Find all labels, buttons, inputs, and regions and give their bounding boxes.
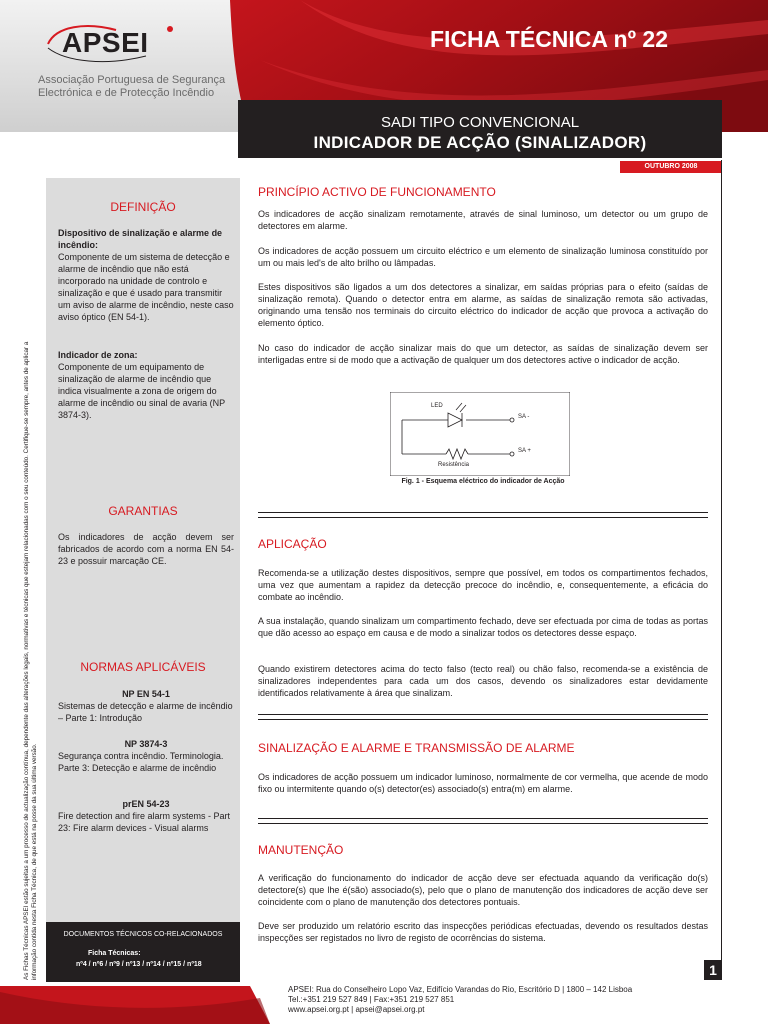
- section-divider: [258, 818, 708, 824]
- principio-paragraph-3: Estes dispositivos são ligados a um dos detectores a sinalizar, em saídas próprias para o efeito (saídas de sinalização remota). Quando o detector entra em alarme, as saídas de sinalização remota são activadas, originando uma tensão nos terminais do circuito eléctrico do indicador de acção que provoca a activação do elemento óptico.: [258, 282, 708, 328]
- definition-2: [58, 349, 234, 421]
- association-line-1: Associação Portuguesa de Segurança: [38, 74, 226, 86]
- definition-1: [58, 227, 234, 323]
- norma-text: Fire detection and fire alarm systems - Part 23: Fire alarm devices - Visual alarms: [58, 811, 231, 833]
- norma-text: Segurança contra incêndio. Terminologia. Parte 3: Detecção e alarme de incêndio: [58, 751, 224, 773]
- date-badge: OUTUBRO 2008: [620, 161, 722, 173]
- related-docs-heading: DOCUMENTOS TÉCNICOS CO-RELACIONADOS: [63, 931, 223, 938]
- garantias-heading: GARANTIAS: [108, 504, 178, 518]
- principio-paragraph-1: Os indicadores de acção sinalizam remotamente, através de sinal luminoso, um detector ou um grupo de detectores em alarme.: [258, 209, 708, 231]
- aplicacao-paragraph-1: Recomenda-se a utilização destes dispositivos, sempre que possível, em todos os compartimentos fechados, uma vez que aumentam a rapidez da detecção precoce do incêndio, e, consequentemente, a eficácia do combate ao incêndio.: [258, 568, 708, 602]
- footer-web[interactable]: www.apsei.org.pt | apsei@apsei.org.pt: [288, 1005, 425, 1014]
- related-docs-label: Ficha Técnicas:: [88, 950, 141, 957]
- resistance-label: Resistência: [438, 462, 470, 468]
- principio-paragraph-4: No caso do indicador de acção sinalizar mais do que um detector, as saídas de sinalização devem ser interligadas entre si de modo que a activação de qualquer um dos detectores active o indicador de acção.: [258, 343, 708, 365]
- definition-1-title: Dispositivo de sinalização e alarme de incêndio:: [58, 228, 223, 250]
- terminal-sa-minus-icon: [510, 418, 514, 422]
- sa-plus-label: SA +: [518, 448, 531, 454]
- ficha-title: FICHA TÉCNICA nº 22: [430, 26, 668, 52]
- led-icon: [448, 403, 466, 427]
- page-number: 1: [704, 960, 722, 980]
- section-divider: [258, 714, 708, 720]
- footer-address: APSEI: Rua do Conselheiro Lopo Vaz, Edifício Varandas do Rio, Escritório D | 1800 – 142 Lisboa: [288, 985, 633, 994]
- figure-caption: Fig. 1 - Esquema eléctrico do indicador de Acção: [401, 478, 565, 485]
- sinalizacao-paragraph: Os indicadores de acção possuem um indicador luminoso, normalmente de cor vermelha, que acende de modo fixo ou intermitente quando o(s) detector(es) associado(s) entra(m) em alarme.: [258, 772, 708, 794]
- norma-item: [58, 798, 234, 834]
- norma-item: [58, 688, 234, 724]
- led-label: LED: [431, 403, 443, 409]
- resistor-icon: [446, 449, 468, 459]
- norma-code: NP 3874-3: [124, 739, 168, 749]
- definition-1-text: Componente de um sistema de detecção e alarme de incêndio que não está incorporado na unidade de controlo e sinalização e que é usado para transmitir um aviso de alarme de incêndio, neste caso aviso óptico (EN 54-1).: [58, 252, 234, 322]
- related-docs-box: [46, 922, 240, 982]
- right-border-line: [721, 160, 722, 980]
- apsei-logo: [46, 22, 196, 71]
- definicao-heading: DEFINIÇÃO: [110, 200, 176, 214]
- logo-text: APSEI: [62, 27, 149, 58]
- logo-swoosh-icon: [46, 22, 196, 66]
- terminal-sa-plus-icon: [510, 452, 514, 456]
- sa-minus-label: SA -: [518, 414, 530, 420]
- footer-phone: Tel.:+351 219 527 849 | Fax:+351 219 527 851: [288, 995, 455, 1004]
- title-band: [238, 100, 722, 158]
- document-title: INDICADOR DE ACÇÃO (SINALIZADOR): [313, 133, 647, 152]
- norma-text: Sistemas de detecção e alarme de incêndio – Parte 1: Introdução: [58, 701, 233, 723]
- manutencao-paragraph-2: Deve ser produzido um relatório escrito das inspecções periódicas efectuadas, devendo os resultados destas inspecções ser registados no livro de registo de ocorrências do sistema.: [258, 921, 708, 943]
- section-divider: [258, 512, 708, 518]
- circuit-diagram: [390, 392, 570, 476]
- aplicacao-heading: APLICAÇÃO: [258, 537, 327, 551]
- aplicacao-paragraph-2: A sua instalação, quando sinalizam um compartimento fechado, deve ser efectuada por cima de todas as portas que dão acesso ao espaço em causa e de modo a sinalizar todos os detectores desse espaço.: [258, 616, 708, 638]
- norma-code: NP EN 54-1: [122, 689, 170, 699]
- related-docs-list: nº4 / nº6 / nº9 / nº13 / nº14 / nº15 / nº18: [76, 961, 202, 968]
- manutencao-paragraph-1: A verificação do funcionamento do indicador de acção deve ser efectuada aquando da verificação do(s) detectore(s) que lhe é(são) associado(s), pelo que o plano de manutenção dos indicadores de acção deve ser coincidente com o plano de manutenção dos detectores pontuais.: [258, 873, 708, 907]
- vertical-note: As Fichas Técnicas APSEI estão sujeitas a um processo de actualização contínua, dependente das alterações legais, normativas e técnicas que estejam relacionadas com o seu conteúdo. Certifique-se sempre, antes de aplicar a informação contida nesta Ficha Técnica, de que está na posse da sua última versão.: [23, 341, 38, 980]
- norma-code: prEN 54-23: [122, 799, 170, 809]
- sinalizacao-heading: SINALIZAÇÃO E ALARME E TRANSMISSÃO DE ALARME: [258, 741, 575, 755]
- principio-heading: PRINCÍPIO ACTIVO DE FUNCIONAMENTO: [258, 185, 496, 199]
- norma-item: [58, 738, 234, 774]
- definition-2-title: Indicador de zona:: [58, 350, 138, 360]
- association-name: [38, 74, 225, 100]
- document-subtitle: SADI TIPO CONVENCIONAL: [380, 114, 580, 131]
- definition-2-text: Componente de um equipamento de sinalização de alarme de incêndio que indica visualmente a zona de origem do alarme de incêndio ou sinal de avaria (NP 3874-3).: [58, 362, 225, 420]
- footer-contact: [288, 985, 632, 1015]
- principio-paragraph-2: Os indicadores de acção possuem um circuito eléctrico e um elemento de sinalização luminosa constituído por um ou mais led's de alto brilho ou lâmpadas.: [258, 246, 708, 268]
- normas-heading: NORMAS APLICÁVEIS: [80, 660, 206, 674]
- manutencao-heading: MANUTENÇÃO: [258, 843, 344, 857]
- association-line-2: Electrónica e de Protecção Incêndio: [38, 87, 215, 99]
- aplicacao-paragraph-3: Quando existirem detectores acima do tecto falso (tecto real) ou chão falso, recomenda-se a existência de sinalizadores independentes para cada um dos casos, devendo os sinalizadores estar devidamente identificados relativamente à área que sinalizam.: [258, 664, 708, 698]
- garantias-text: Os indicadores de acção devem ser fabricados de acordo com a norma EN 54-23 e possuir marcação CE.: [58, 532, 234, 566]
